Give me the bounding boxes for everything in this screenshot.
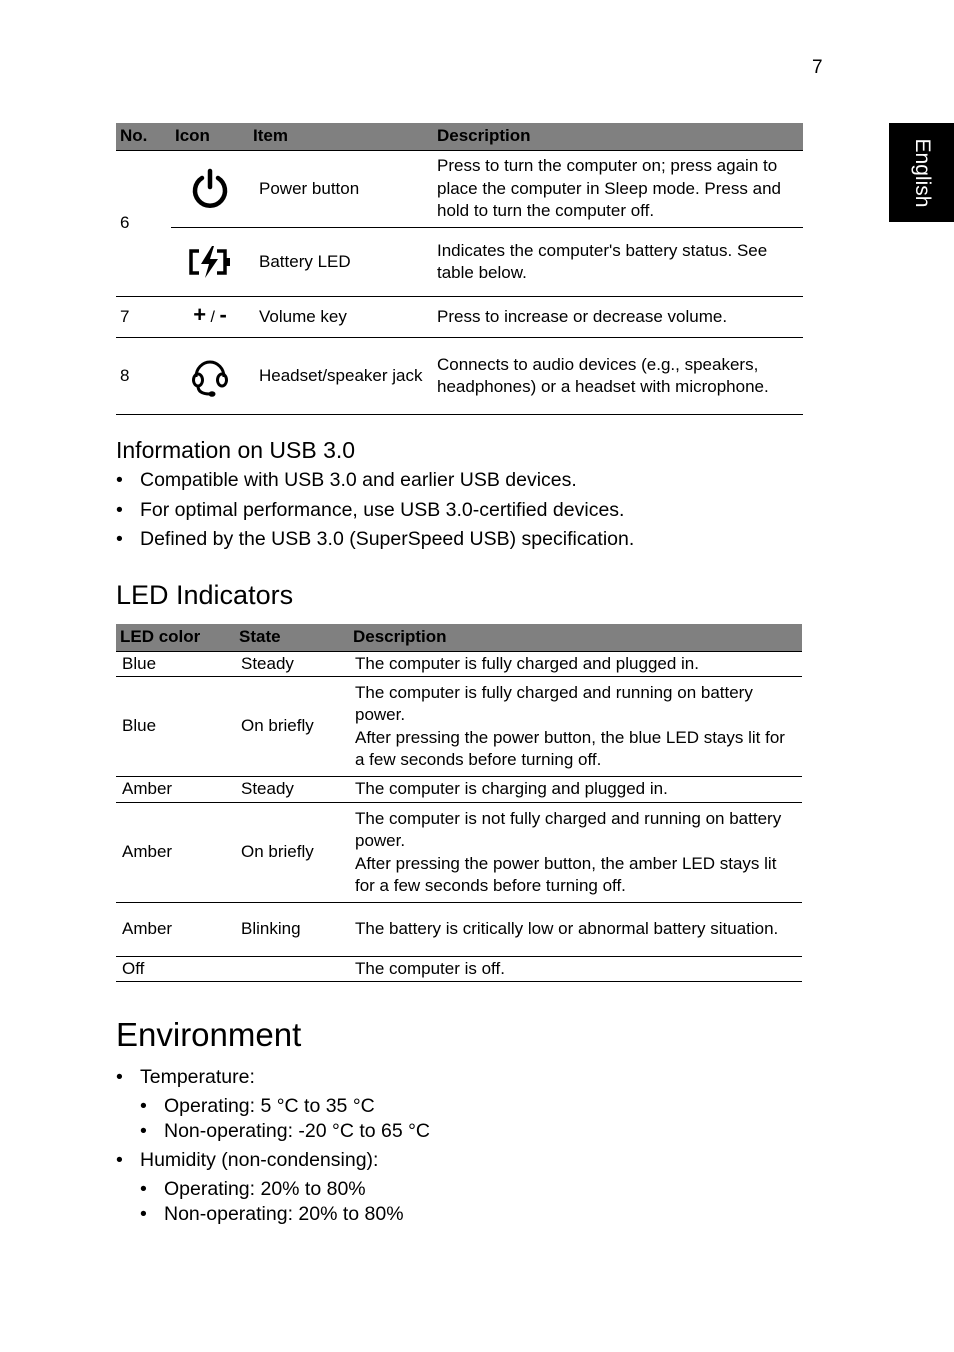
header-state: State: [235, 624, 349, 652]
list-item: [116, 1065, 430, 1144]
led-description: The battery is critically low or abnormal battery situation.: [349, 903, 802, 957]
table-header-row: [116, 624, 802, 652]
row-icon: [171, 338, 249, 415]
headset-icon: [190, 353, 230, 399]
table-row: [116, 151, 803, 228]
table-row: [116, 652, 802, 677]
minus-icon: -: [219, 302, 227, 328]
led-color: Amber: [116, 777, 235, 803]
row-number: 8: [116, 338, 171, 415]
environment-list: [116, 1065, 430, 1227]
components-table: [116, 123, 803, 415]
table-row: [116, 297, 803, 338]
led-color: Amber: [116, 903, 235, 957]
led-color: Blue: [116, 652, 235, 677]
header-item: Item: [249, 123, 433, 151]
list-item: [116, 1148, 430, 1227]
table-row: [116, 228, 803, 297]
led-state: On briefly: [235, 803, 349, 903]
table-row: [116, 777, 802, 803]
led-description: The computer is fully charged and plugged in.: [349, 652, 802, 677]
humidity-label: Humidity (non-condensing):: [140, 1149, 379, 1171]
usb-info-list: [116, 466, 634, 555]
led-color: Amber: [116, 803, 235, 903]
row-description: Press to increase or decrease volume.: [433, 297, 803, 338]
row-number: 6: [116, 151, 171, 297]
led-description: The computer is off.: [349, 957, 802, 982]
table-row: [116, 803, 802, 903]
row-item: Power button: [249, 151, 433, 228]
environment-heading: Environment: [116, 1016, 302, 1053]
volume-plus-minus-icon: [171, 297, 249, 338]
row-item: Headset/speaker jack: [249, 338, 433, 415]
list-item: • Operating: 5 °C to 35 °C: [140, 1094, 430, 1119]
row-item: Battery LED: [249, 228, 433, 297]
list-item: • Non-operating: -20 °C to 65 °C: [140, 1119, 430, 1144]
led-state: Steady: [235, 652, 349, 677]
list-item: • For optimal performance, use USB 3.0-certified devices.: [116, 496, 634, 526]
header-led-color: LED color: [116, 624, 235, 652]
led-description-line: After pressing the power button, the blue LED stays lit for a few seconds before turning off.: [355, 727, 785, 769]
led-heading: LED Indicators: [116, 580, 294, 610]
usb-info-heading: Information on USB 3.0: [116, 437, 356, 463]
slash-separator: /: [206, 309, 220, 327]
header-description: Description: [349, 624, 802, 652]
row-description: Connects to audio devices (e.g., speakers, headphones) or a headset with microphone.: [433, 338, 803, 415]
table-row: [116, 903, 802, 957]
led-state: On briefly: [235, 677, 349, 777]
table-header-row: [116, 123, 803, 151]
led-table: [116, 624, 802, 982]
power-icon: [188, 167, 232, 211]
row-item: Volume key: [249, 297, 433, 338]
led-color: Off: [116, 957, 235, 982]
table-row: [116, 338, 803, 415]
led-color: Blue: [116, 677, 235, 777]
list-item: • Non-operating: 20% to 80%: [140, 1202, 430, 1227]
row-icon: [171, 228, 249, 297]
header-description: Description: [433, 123, 803, 151]
led-description: The computer is charging and plugged in.: [349, 777, 802, 803]
led-description-line: The computer is fully charged and running on battery power.: [355, 682, 753, 724]
table-row: [116, 677, 802, 777]
language-tab: [889, 123, 954, 222]
list-item: • Compatible with USB 3.0 and earlier USB devices.: [116, 466, 634, 496]
led-description-line: The computer is not fully charged and running on battery power.: [355, 808, 782, 850]
led-state: [235, 957, 349, 982]
header-icon: Icon: [171, 123, 249, 151]
header-no: No.: [116, 123, 171, 151]
led-state: Steady: [235, 777, 349, 803]
row-description: Indicates the computer's battery status. See table below.: [433, 228, 803, 297]
language-tab-label: English: [910, 138, 934, 207]
led-description-line: After pressing the power button, the amber LED stays lit for a few seconds before turning off.: [355, 853, 777, 895]
row-description: Press to turn the computer on; press again to place the computer in Sleep mode. Press and hold to turn the computer off.: [433, 151, 803, 228]
page-number: 7: [812, 57, 823, 78]
led-state: Blinking: [235, 903, 349, 957]
humidity-list: [140, 1177, 430, 1227]
led-description: [349, 803, 802, 903]
table-row: [116, 957, 802, 982]
list-item: • Operating: 20% to 80%: [140, 1177, 430, 1202]
led-description: [349, 677, 802, 777]
temperature-list: [140, 1094, 430, 1144]
list-item: • Defined by the USB 3.0 (SuperSpeed USB) specification.: [116, 525, 634, 555]
row-number: 7: [116, 297, 171, 338]
temperature-label: Temperature:: [140, 1066, 255, 1088]
plus-icon: +: [193, 302, 207, 328]
battery-icon: [187, 245, 233, 279]
row-icon: [171, 151, 249, 228]
